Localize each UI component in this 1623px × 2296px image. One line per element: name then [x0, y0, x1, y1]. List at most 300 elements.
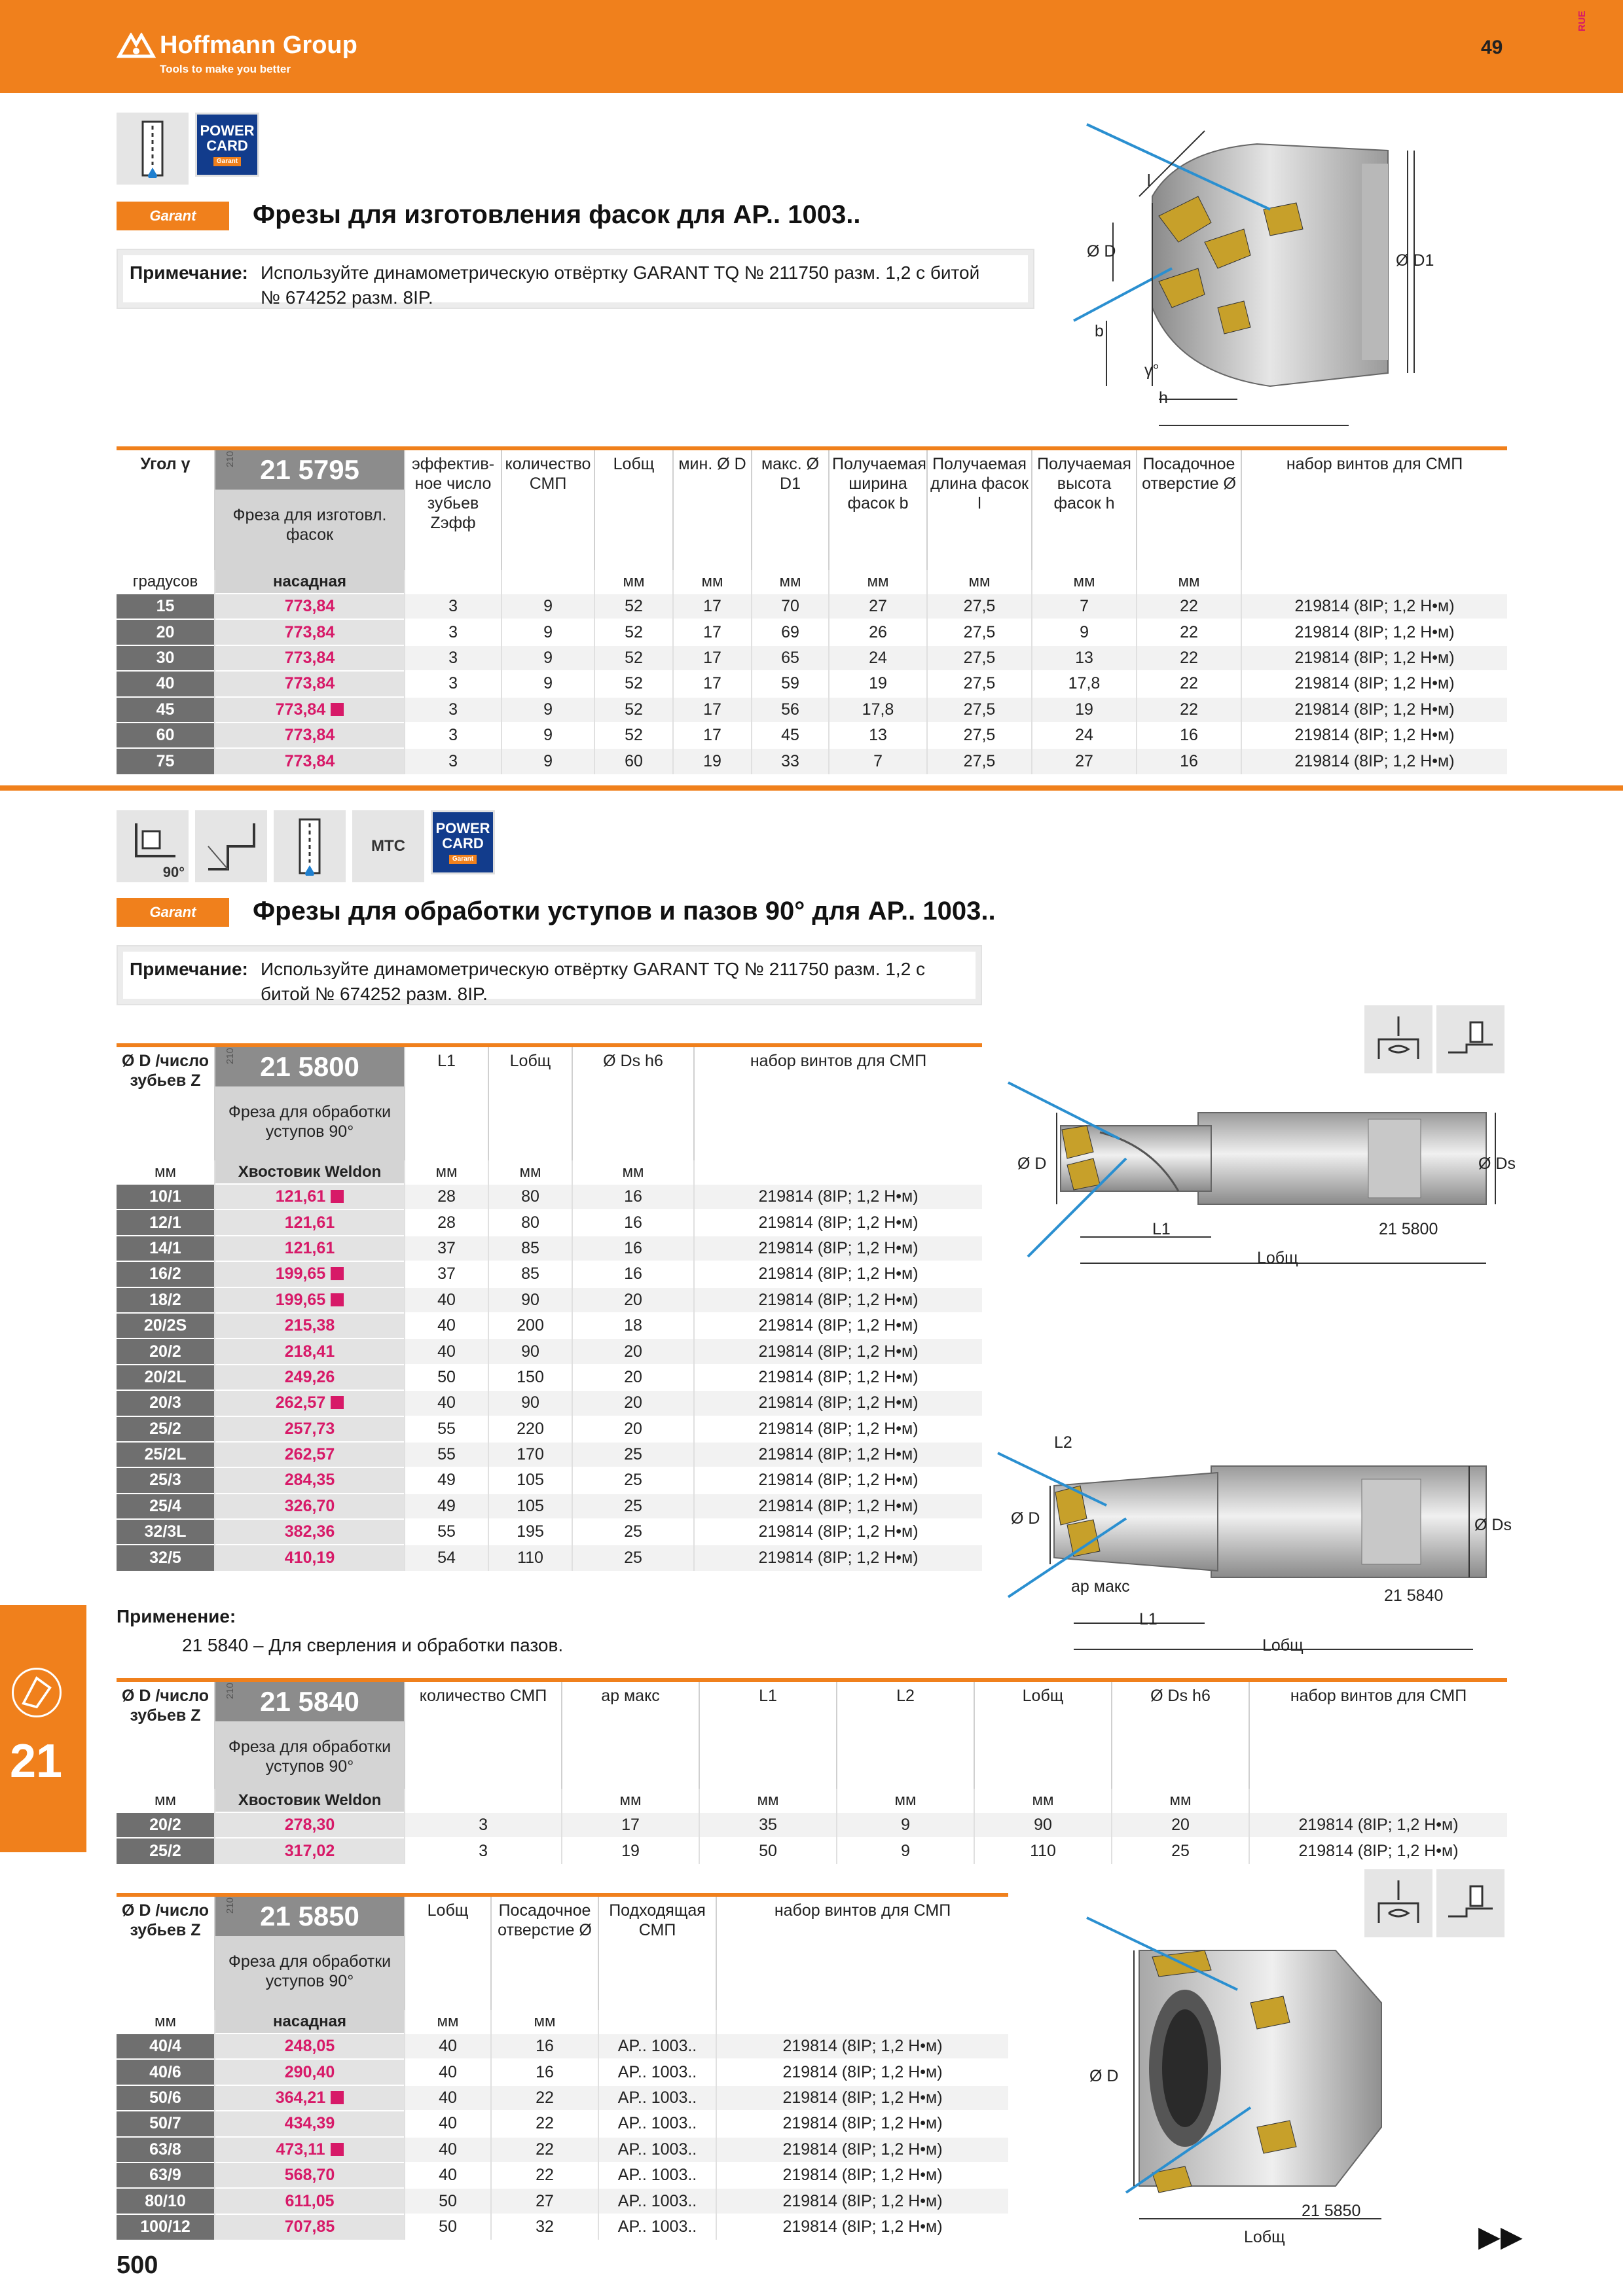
row-key: 50/6: [117, 2085, 215, 2111]
table-row: [117, 671, 1507, 696]
table-row: [117, 1236, 982, 1261]
table-cell: 35: [699, 1812, 837, 1838]
table-cell: 25: [1112, 1838, 1249, 1863]
table-cell: 219814 (8IP; 1,2 Н•м): [694, 1442, 982, 1467]
col-dmax: макс. Ø D1: [752, 448, 829, 570]
table-cell: 55: [405, 1442, 488, 1467]
table-row: [117, 1365, 982, 1390]
price-cell: [215, 723, 405, 748]
table-row: [117, 2034, 1008, 2059]
row-key: 30: [117, 645, 215, 671]
price-cell: [215, 1545, 405, 1570]
col-l2: L2: [837, 1680, 974, 1789]
dim-d: Ø D: [1087, 242, 1116, 260]
col-screws: набор винтов для СМП: [694, 1045, 982, 1160]
table-cell: 40: [405, 1287, 488, 1313]
unit-mm: мм: [1032, 570, 1137, 594]
table-cell: 50: [405, 2214, 491, 2240]
table-cell: 28: [405, 1184, 488, 1210]
col-qty: количество СМП: [501, 448, 594, 570]
unit-art: Хвостовик Weldon: [215, 1160, 405, 1184]
price-value: 773,84: [284, 648, 335, 667]
table-cell: 40: [405, 1338, 488, 1364]
table-row: [117, 2085, 1008, 2111]
price-cell: [215, 1365, 405, 1390]
row-key: 20/2L: [117, 1365, 215, 1390]
table-cell: 19: [562, 1838, 699, 1863]
row-key: 25/2: [117, 1838, 215, 1863]
price-cell: [215, 1390, 405, 1416]
next-page-icon[interactable]: ▶▶: [1478, 2221, 1523, 2253]
article-label: 21 5800: [1379, 1220, 1438, 1238]
price-value: 257,73: [284, 1419, 335, 1438]
section2-note: [117, 945, 982, 1005]
unit-art: Хвостовик Weldon: [215, 1789, 405, 1812]
coolant-icon: [274, 810, 346, 882]
table-cell: 90: [974, 1812, 1112, 1838]
unit-mm: мм: [594, 570, 673, 594]
table-cell: 219814 (8IP; 1,2 Н•м): [716, 2034, 1008, 2059]
col-ltot: Lобщ: [405, 1895, 491, 2010]
row-key: 63/9: [117, 2162, 215, 2188]
dim-ds: Ø Ds: [1478, 1155, 1516, 1173]
table-row: [117, 2137, 1008, 2162]
table-cell: 219814 (8IP; 1,2 Н•м): [694, 1390, 982, 1416]
price-cell: [215, 594, 405, 619]
table-cell: 16: [572, 1210, 694, 1235]
price-cell: [215, 2111, 405, 2136]
row-key: 20/2: [117, 1812, 215, 1838]
row-key: 75: [117, 748, 215, 774]
row-key: 14/1: [117, 1236, 215, 1261]
table-cell: 40: [405, 2085, 491, 2111]
col-code: 210: [225, 450, 236, 467]
table-cell: 27: [1032, 748, 1137, 774]
row-key: 25/2: [117, 1416, 215, 1442]
table-cell: 219814 (8IP; 1,2 Н•м): [716, 2188, 1008, 2214]
unit-mm: мм: [673, 570, 752, 594]
table-cell: 55: [405, 1519, 488, 1545]
row-key: 40: [117, 671, 215, 696]
price-cell: [215, 1838, 405, 1863]
table-cell: 13: [1032, 645, 1137, 671]
table-cell: 3: [405, 594, 501, 619]
table-row: [117, 1287, 982, 1313]
table-row: [117, 1494, 982, 1519]
table-cell: 28: [405, 1210, 488, 1235]
price-value: 382,36: [284, 1522, 335, 1541]
col-ds: Ø Ds h6: [1112, 1680, 1249, 1789]
table-cell: 9: [501, 594, 594, 619]
table-row: [117, 1467, 982, 1493]
unit-art: насадная: [215, 2010, 405, 2034]
table-cell: 40: [405, 2111, 491, 2136]
table-cell: 37: [405, 1261, 488, 1287]
table-cell: 219814 (8IP; 1,2 Н•м): [694, 1313, 982, 1338]
price-value: 773,84: [284, 726, 335, 745]
dim-ds: Ø Ds: [1474, 1516, 1512, 1534]
table-cell: AP.. 1003..: [598, 2034, 716, 2059]
table-cell: AP.. 1003..: [598, 2111, 716, 2136]
row-key: 15: [117, 594, 215, 619]
table-cell: 219814 (8IP; 1,2 Н•м): [694, 1519, 982, 1545]
table-cell: 3: [405, 1812, 562, 1838]
brand-name: Hoffmann Group: [160, 31, 357, 59]
table-cell: 219814 (8IP; 1,2 Н•м): [694, 1545, 982, 1570]
table-cell: 170: [488, 1442, 572, 1467]
unit-mm: мм: [491, 2010, 598, 2034]
price-value: 199,65: [275, 1265, 326, 1283]
price-value: 434,39: [284, 2114, 335, 2133]
row-key: 80/10: [117, 2188, 215, 2214]
table-cell: 16: [572, 1261, 694, 1287]
table-cell: AP.. 1003..: [598, 2162, 716, 2188]
garant-badge: Garant: [117, 898, 229, 927]
table-cell: 9: [501, 619, 594, 645]
price-value: 249,26: [284, 1367, 335, 1386]
price-cell: [215, 1313, 405, 1338]
helical-milling-icon: [1364, 1005, 1432, 1073]
row-key: 20/2: [117, 1338, 215, 1364]
table-row: [117, 1210, 982, 1235]
col-ap: ap макс: [562, 1680, 699, 1789]
table-cell: 219814 (8IP; 1,2 Н•м): [694, 1365, 982, 1390]
unit-mm: мм: [117, 1160, 215, 1184]
table-cell: 85: [488, 1261, 572, 1287]
table-cell: 40: [405, 2137, 491, 2162]
table-cell: 219814 (8IP; 1,2 Н•м): [694, 1467, 982, 1493]
table-row: [117, 1812, 1507, 1838]
price-cell: [215, 1287, 405, 1313]
note-text-2: битой № 674252 разм. 8IP.: [261, 984, 488, 1004]
row-key: 25/3: [117, 1467, 215, 1493]
table-row: [117, 1416, 982, 1442]
table-cell: 105: [488, 1467, 572, 1493]
table-cell: 7: [1032, 594, 1137, 619]
table-cell: 219814 (8IP; 1,2 Н•м): [716, 2085, 1008, 2111]
table-cell: 219814 (8IP; 1,2 Н•м): [1241, 697, 1507, 723]
table-cell: 17: [673, 671, 752, 696]
table-cell: 16: [491, 2059, 598, 2085]
price-value: 215,38: [284, 1316, 335, 1335]
col-d: Ø D /число зубьев Z: [122, 1052, 209, 1090]
table-cell: 219814 (8IP; 1,2 Н•м): [1241, 723, 1507, 748]
table-row: [117, 645, 1507, 671]
table-cell: 9: [1032, 619, 1137, 645]
dim-l1: L1: [1152, 1220, 1171, 1238]
col-qty: количество СМП: [405, 1680, 562, 1789]
table-cell: 219814 (8IP; 1,2 Н•м): [694, 1494, 982, 1519]
language-code: RUE: [1577, 10, 1588, 31]
col-angle: Угол γ: [117, 448, 215, 570]
stock-marker-icon: [331, 2143, 344, 2156]
table-cell: 22: [1137, 671, 1241, 696]
row-key: 32/3L: [117, 1519, 215, 1545]
table-cell: 17,8: [1032, 671, 1137, 696]
table-215795-body: [117, 594, 1507, 774]
price-cell: [215, 2188, 405, 2214]
table-cell: 22: [491, 2111, 598, 2136]
table-cell: 219814 (8IP; 1,2 Н•м): [716, 2059, 1008, 2085]
table-cell: 16: [572, 1236, 694, 1261]
table-row: [117, 2162, 1008, 2188]
section2-icons: [117, 810, 495, 882]
unit-art: насадная: [215, 570, 405, 594]
table-cell: 105: [488, 1494, 572, 1519]
shoulder-milling-icon: [195, 810, 267, 882]
table-row: [117, 1545, 982, 1570]
section2-title: Фрезы для обработки уступов и пазов 90° для AP.. 1003..: [253, 897, 996, 925]
power-card-badge: Garant: [449, 855, 477, 865]
table-cell: 17: [673, 645, 752, 671]
table-cell: 219814 (8IP; 1,2 Н•м): [694, 1416, 982, 1442]
table-cell: 219814 (8IP; 1,2 Н•м): [716, 2111, 1008, 2136]
table-cell: 20: [572, 1338, 694, 1364]
table-cell: 3: [405, 697, 501, 723]
table-cell: 18: [572, 1313, 694, 1338]
stock-marker-icon: [331, 1396, 344, 1409]
table-cell: 9: [501, 671, 594, 696]
price-cell: [215, 697, 405, 723]
dim-h: h: [1159, 389, 1168, 407]
price-value: 248,05: [284, 2037, 335, 2056]
table-cell: 50: [405, 2188, 491, 2214]
table-cell: 40: [405, 1313, 488, 1338]
page-number-bottom: 500: [117, 2251, 158, 2279]
price-value: 262,57: [275, 1393, 326, 1412]
power-card-text-1: POWER: [200, 122, 255, 139]
table-row: [117, 1390, 982, 1416]
price-cell: [215, 1416, 405, 1442]
article-desc: Фреза для обработки уступов 90°: [228, 1952, 392, 1990]
col-insert: Подходящая СМП: [598, 1895, 716, 2010]
milling-insert-icon: [12, 1668, 62, 1717]
chamfer-mill-drawing: [1048, 111, 1467, 439]
table-cell: 9: [501, 723, 594, 748]
table-cell: 69: [752, 619, 829, 645]
dim-gamma: γ°: [1144, 361, 1159, 380]
price-value: 317,02: [284, 1842, 335, 1861]
unit-mm: мм: [405, 1160, 488, 1184]
table-cell: 49: [405, 1494, 488, 1519]
col-d: Ø D /число зубьев Z: [122, 1687, 209, 1725]
dim-ltot: Lобщ: [1244, 2228, 1285, 2246]
price-value: 773,84: [275, 700, 326, 719]
table-cell: 219814 (8IP; 1,2 Н•м): [694, 1236, 982, 1261]
table-cell: 40: [405, 1390, 488, 1416]
stock-marker-icon: [331, 703, 344, 716]
table-cell: 59: [752, 671, 829, 696]
row-key: 16/2: [117, 1261, 215, 1287]
price-cell: [215, 1236, 405, 1261]
table-cell: 19: [673, 748, 752, 774]
price-value: 707,85: [284, 2217, 335, 2236]
unit-mm: мм: [572, 1160, 694, 1184]
table-cell: 22: [491, 2085, 598, 2111]
face-mill-drawing: [1074, 1911, 1440, 2238]
angle-90-text: 90°: [162, 864, 185, 880]
stock-marker-icon: [331, 2091, 344, 2104]
price-value: 473,11: [276, 2140, 325, 2159]
row-key: 18/2: [117, 1287, 215, 1313]
dim-d1: Ø D1: [1396, 251, 1434, 270]
table-cell: 219814 (8IP; 1,2 Н•м): [694, 1261, 982, 1287]
price-cell: [215, 748, 405, 774]
price-cell: [215, 2034, 405, 2059]
table-cell: 219814 (8IP; 1,2 Н•м): [1249, 1838, 1507, 1863]
col-b: Получаемая ширина фасок b: [829, 448, 927, 570]
row-key: 60: [117, 723, 215, 748]
price-cell: [215, 645, 405, 671]
table-cell: 16: [491, 2034, 598, 2059]
table-cell: 17: [673, 594, 752, 619]
table-cell: 20: [572, 1287, 694, 1313]
unit-mm: мм: [488, 1160, 572, 1184]
table-cell: 220: [488, 1416, 572, 1442]
unit-mm: мм: [752, 570, 829, 594]
table-cell: 16: [572, 1184, 694, 1210]
slot-drill-mill-drawing: [995, 1427, 1493, 1662]
section1-icons: [117, 113, 259, 185]
article-header: [215, 1680, 405, 1789]
table-cell: 27,5: [927, 697, 1032, 723]
application-label: Применение:: [117, 1606, 236, 1626]
article-header: [215, 1045, 405, 1160]
table-cell: 22: [491, 2162, 598, 2188]
price-value: 611,05: [285, 2191, 335, 2210]
table-cell: 25: [572, 1442, 694, 1467]
table-cell: 22: [1137, 619, 1241, 645]
price-cell: [215, 1467, 405, 1493]
row-key: 50/7: [117, 2111, 215, 2136]
table-row: [117, 619, 1507, 645]
price-value: 121,61: [275, 1187, 326, 1206]
table-cell: 52: [594, 723, 673, 748]
col-screws: набор винтов для СМП: [1241, 448, 1507, 570]
col-hole: Посадочное отверстие Ø: [491, 1895, 598, 2010]
power-card-badge: Garant: [213, 157, 241, 167]
table-cell: 3: [405, 619, 501, 645]
table-cell: 17: [673, 619, 752, 645]
table-cell: 52: [594, 671, 673, 696]
stock-marker-icon: [331, 1293, 344, 1306]
table-cell: 9: [837, 1812, 974, 1838]
table-row: [117, 2059, 1008, 2085]
table-cell: 22: [1137, 697, 1241, 723]
table-cell: 17,8: [829, 697, 927, 723]
article-header: [215, 448, 405, 570]
garant-badge: Garant: [117, 202, 229, 230]
table-cell: 54: [405, 1545, 488, 1570]
table-cell: 9: [501, 748, 594, 774]
brand-tagline: Tools to make you better: [160, 63, 291, 75]
col-code: 210: [225, 1682, 236, 1699]
price-cell: [215, 2137, 405, 2162]
table-cell: 24: [1032, 723, 1137, 748]
table-cell: AP.. 1003..: [598, 2188, 716, 2214]
table-cell: 9: [837, 1838, 974, 1863]
table-row: [117, 2111, 1008, 2136]
dim-d: Ø D: [1017, 1155, 1047, 1173]
power-card-text-2: CARD: [206, 137, 248, 154]
table-cell: 26: [829, 619, 927, 645]
table-cell: 17: [673, 723, 752, 748]
price-value: 364,21: [275, 2088, 326, 2107]
col-code: 210: [225, 1047, 236, 1064]
table-cell: 90: [488, 1390, 572, 1416]
slot-milling-icon: [1436, 1869, 1504, 1937]
table-cell: 219814 (8IP; 1,2 Н•м): [694, 1184, 982, 1210]
price-cell: [215, 2059, 405, 2085]
table-cell: 50: [405, 1365, 488, 1390]
price-value: 290,40: [284, 2062, 335, 2081]
angle-90-icon: [117, 810, 189, 882]
dim-d: Ø D: [1089, 2067, 1119, 2085]
table-cell: 219814 (8IP; 1,2 Н•м): [1249, 1812, 1507, 1838]
row-key: 10/1: [117, 1184, 215, 1210]
table-row: [117, 2188, 1008, 2214]
price-value: 773,84: [284, 597, 335, 616]
table-215800-body: [117, 1184, 982, 1571]
table-215800: [117, 1043, 982, 1571]
row-key: 40/6: [117, 2059, 215, 2085]
table-cell: 19: [829, 671, 927, 696]
row-key: 32/5: [117, 1545, 215, 1570]
price-cell: [215, 1338, 405, 1364]
article-number: 21 5850: [215, 1897, 404, 1936]
table-cell: 219814 (8IP; 1,2 Н•м): [694, 1210, 982, 1235]
table-cell: 110: [974, 1838, 1112, 1863]
row-key: 25/4: [117, 1494, 215, 1519]
power-card-text-1: POWER: [435, 819, 490, 836]
table-cell: 25: [572, 1467, 694, 1493]
table-cell: 20: [1112, 1812, 1249, 1838]
price-cell: [215, 2162, 405, 2188]
article-label: 21 5840: [1384, 1587, 1444, 1605]
dim-b: b: [1095, 322, 1104, 340]
unit-mm: мм: [117, 2010, 215, 2034]
price-value: 284,35: [284, 1471, 335, 1490]
slot-milling-icon: [1436, 1005, 1504, 1073]
price-value: 218,41: [284, 1342, 335, 1361]
table-cell: 3: [405, 645, 501, 671]
price-cell: [215, 1210, 405, 1235]
table-cell: 3: [405, 1838, 562, 1863]
stock-marker-icon: [331, 1267, 344, 1280]
operation-icons-1: [1364, 1005, 1504, 1073]
table-cell: 17: [562, 1812, 699, 1838]
table-cell: 45: [752, 723, 829, 748]
col-dmin: мин. Ø D: [673, 448, 752, 570]
price-cell: [215, 1184, 405, 1210]
table-cell: 25: [572, 1519, 694, 1545]
unit-angle: градусов: [117, 570, 215, 594]
price-cell: [215, 1261, 405, 1287]
table-cell: 7: [829, 748, 927, 774]
table-cell: 65: [752, 645, 829, 671]
col-eff: эффектив-ное число зубьев Zэфф: [405, 448, 501, 570]
table-215850-body: [117, 2034, 1008, 2240]
table-cell: AP.. 1003..: [598, 2085, 716, 2111]
mtc-icon: MTC: [352, 810, 424, 882]
table-cell: 37: [405, 1236, 488, 1261]
table-cell: 40: [405, 2059, 491, 2085]
row-key: 45: [117, 697, 215, 723]
unit-mm: мм: [927, 570, 1032, 594]
table-cell: 52: [594, 594, 673, 619]
table-cell: 110: [488, 1545, 572, 1570]
price-value: 326,70: [284, 1496, 335, 1515]
